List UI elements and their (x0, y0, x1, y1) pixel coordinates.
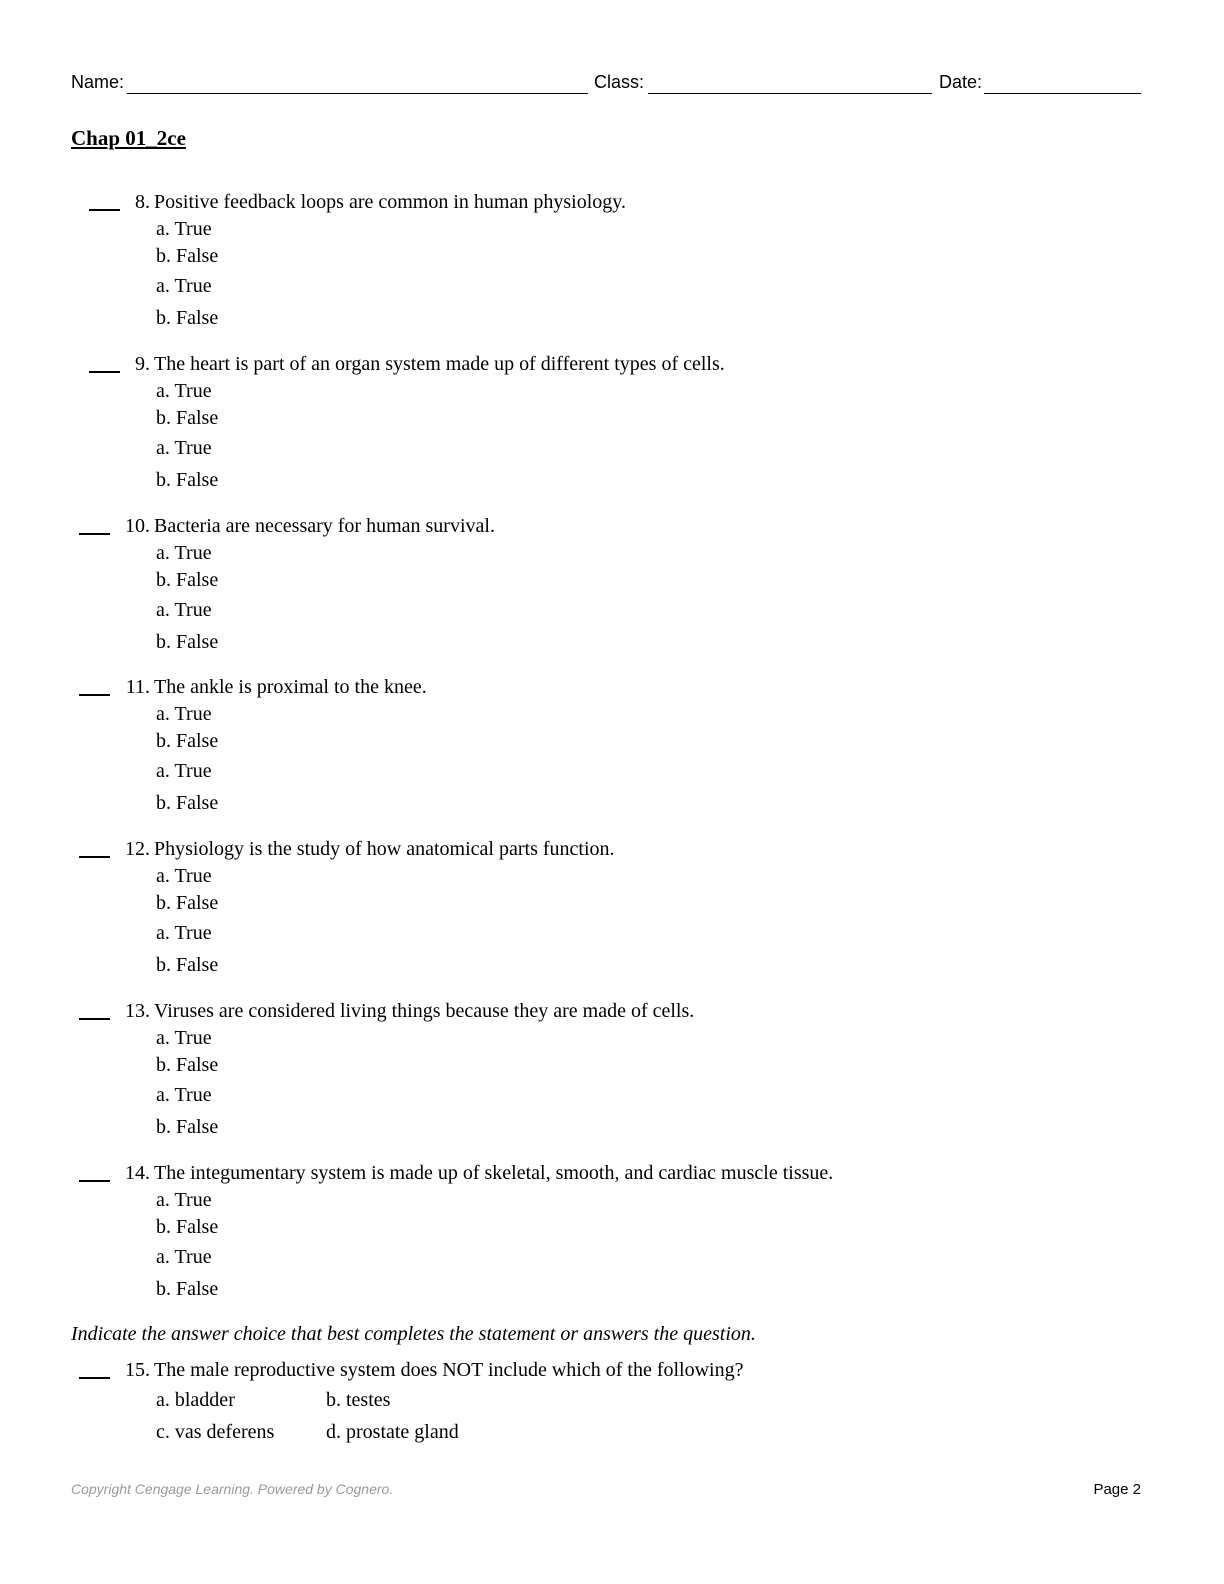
tf-question-8 (0, 191, 1224, 331)
option: a. True (156, 380, 212, 402)
option: b. False (156, 631, 219, 653)
answer-blank[interactable] (89, 371, 120, 373)
option: a. bladder (156, 1389, 235, 1411)
chapter-title: Chap 01_2ce (71, 126, 186, 150)
option: b. False (156, 892, 219, 914)
date-field-line[interactable] (984, 93, 1141, 94)
question-stem: The ankle is proximal to the knee. (154, 676, 427, 698)
question-stem: The integumentary system is made up of skeletal, smooth, and cardiac muscle tissue. (154, 1162, 834, 1184)
option: b. False (156, 569, 219, 591)
option: a. True (156, 703, 212, 725)
answer-blank[interactable] (79, 1018, 110, 1020)
answer-blank[interactable] (89, 209, 120, 211)
class-field-line[interactable] (648, 93, 932, 94)
option: a. True (156, 599, 212, 621)
question-stem: The heart is part of an organ system made up of different types of cells. (154, 353, 725, 375)
option: a. True (156, 275, 212, 297)
question-number: 13. (125, 1000, 150, 1022)
question-stem: Positive feedback loops are common in human physiology. (154, 191, 626, 213)
option: d. prostate gland (326, 1421, 459, 1443)
question-number: 11. (125, 676, 150, 698)
tf-question-12 (0, 838, 1224, 978)
question-number: 8. (135, 191, 150, 213)
date-label: Date: (939, 72, 983, 92)
copyright-footer: Copyright Cengage Learning. Powered by Cognero. (71, 1481, 394, 1497)
option: b. False (156, 1216, 219, 1238)
option: b. testes (326, 1389, 391, 1411)
option: a. True (156, 922, 212, 944)
question-number: 14. (125, 1162, 150, 1184)
question-number: 9. (135, 353, 150, 375)
question-stem: Bacteria are necessary for human survival. (154, 515, 495, 537)
question-number: 10. (125, 515, 150, 537)
section-instruction: Indicate the answer choice that best completes the statement or answers the question. (71, 1323, 756, 1345)
option: b. False (156, 792, 219, 814)
question-stem: Viruses are considered living things because they are made of cells. (154, 1000, 695, 1022)
answer-blank[interactable] (79, 1180, 110, 1182)
option: a. True (156, 1189, 212, 1211)
tf-question-10 (0, 515, 1224, 655)
name-label: Name: (71, 72, 125, 92)
option: a. True (156, 218, 212, 240)
option: b. False (156, 1054, 219, 1076)
option: b. False (156, 1116, 219, 1138)
mc-question-15 (0, 1359, 1224, 1449)
option: a. True (156, 542, 212, 564)
student-info-header (71, 72, 1141, 98)
option: a. True (156, 1027, 212, 1049)
tf-question-14 (0, 1162, 1224, 1302)
question-number: 12. (125, 838, 150, 860)
class-label: Class: (594, 72, 645, 92)
option: a. True (156, 437, 212, 459)
answer-blank[interactable] (79, 694, 110, 696)
option: a. True (156, 1246, 212, 1268)
option: b. False (156, 407, 219, 429)
question-number: 15. (125, 1359, 150, 1381)
question-stem: Physiology is the study of how anatomical parts function. (154, 838, 615, 860)
tf-question-9 (0, 353, 1224, 493)
option: a. True (156, 865, 212, 887)
tf-question-13 (0, 1000, 1224, 1140)
option: b. False (156, 954, 219, 976)
answer-blank[interactable] (79, 1377, 110, 1379)
option: a. True (156, 1084, 212, 1106)
tf-question-11 (0, 676, 1224, 816)
option: b. False (156, 245, 219, 267)
option: b. False (156, 469, 219, 491)
option: b. False (156, 730, 219, 752)
option: b. False (156, 1278, 219, 1300)
page-number: Page 2 (1093, 1481, 1141, 1498)
answer-blank[interactable] (79, 856, 110, 858)
question-stem: The male reproductive system does NOT include which of the following? (154, 1359, 744, 1381)
option: c. vas deferens (156, 1421, 275, 1443)
option: a. True (156, 760, 212, 782)
option: b. False (156, 307, 219, 329)
answer-blank[interactable] (79, 533, 110, 535)
name-field-line[interactable] (127, 93, 588, 94)
